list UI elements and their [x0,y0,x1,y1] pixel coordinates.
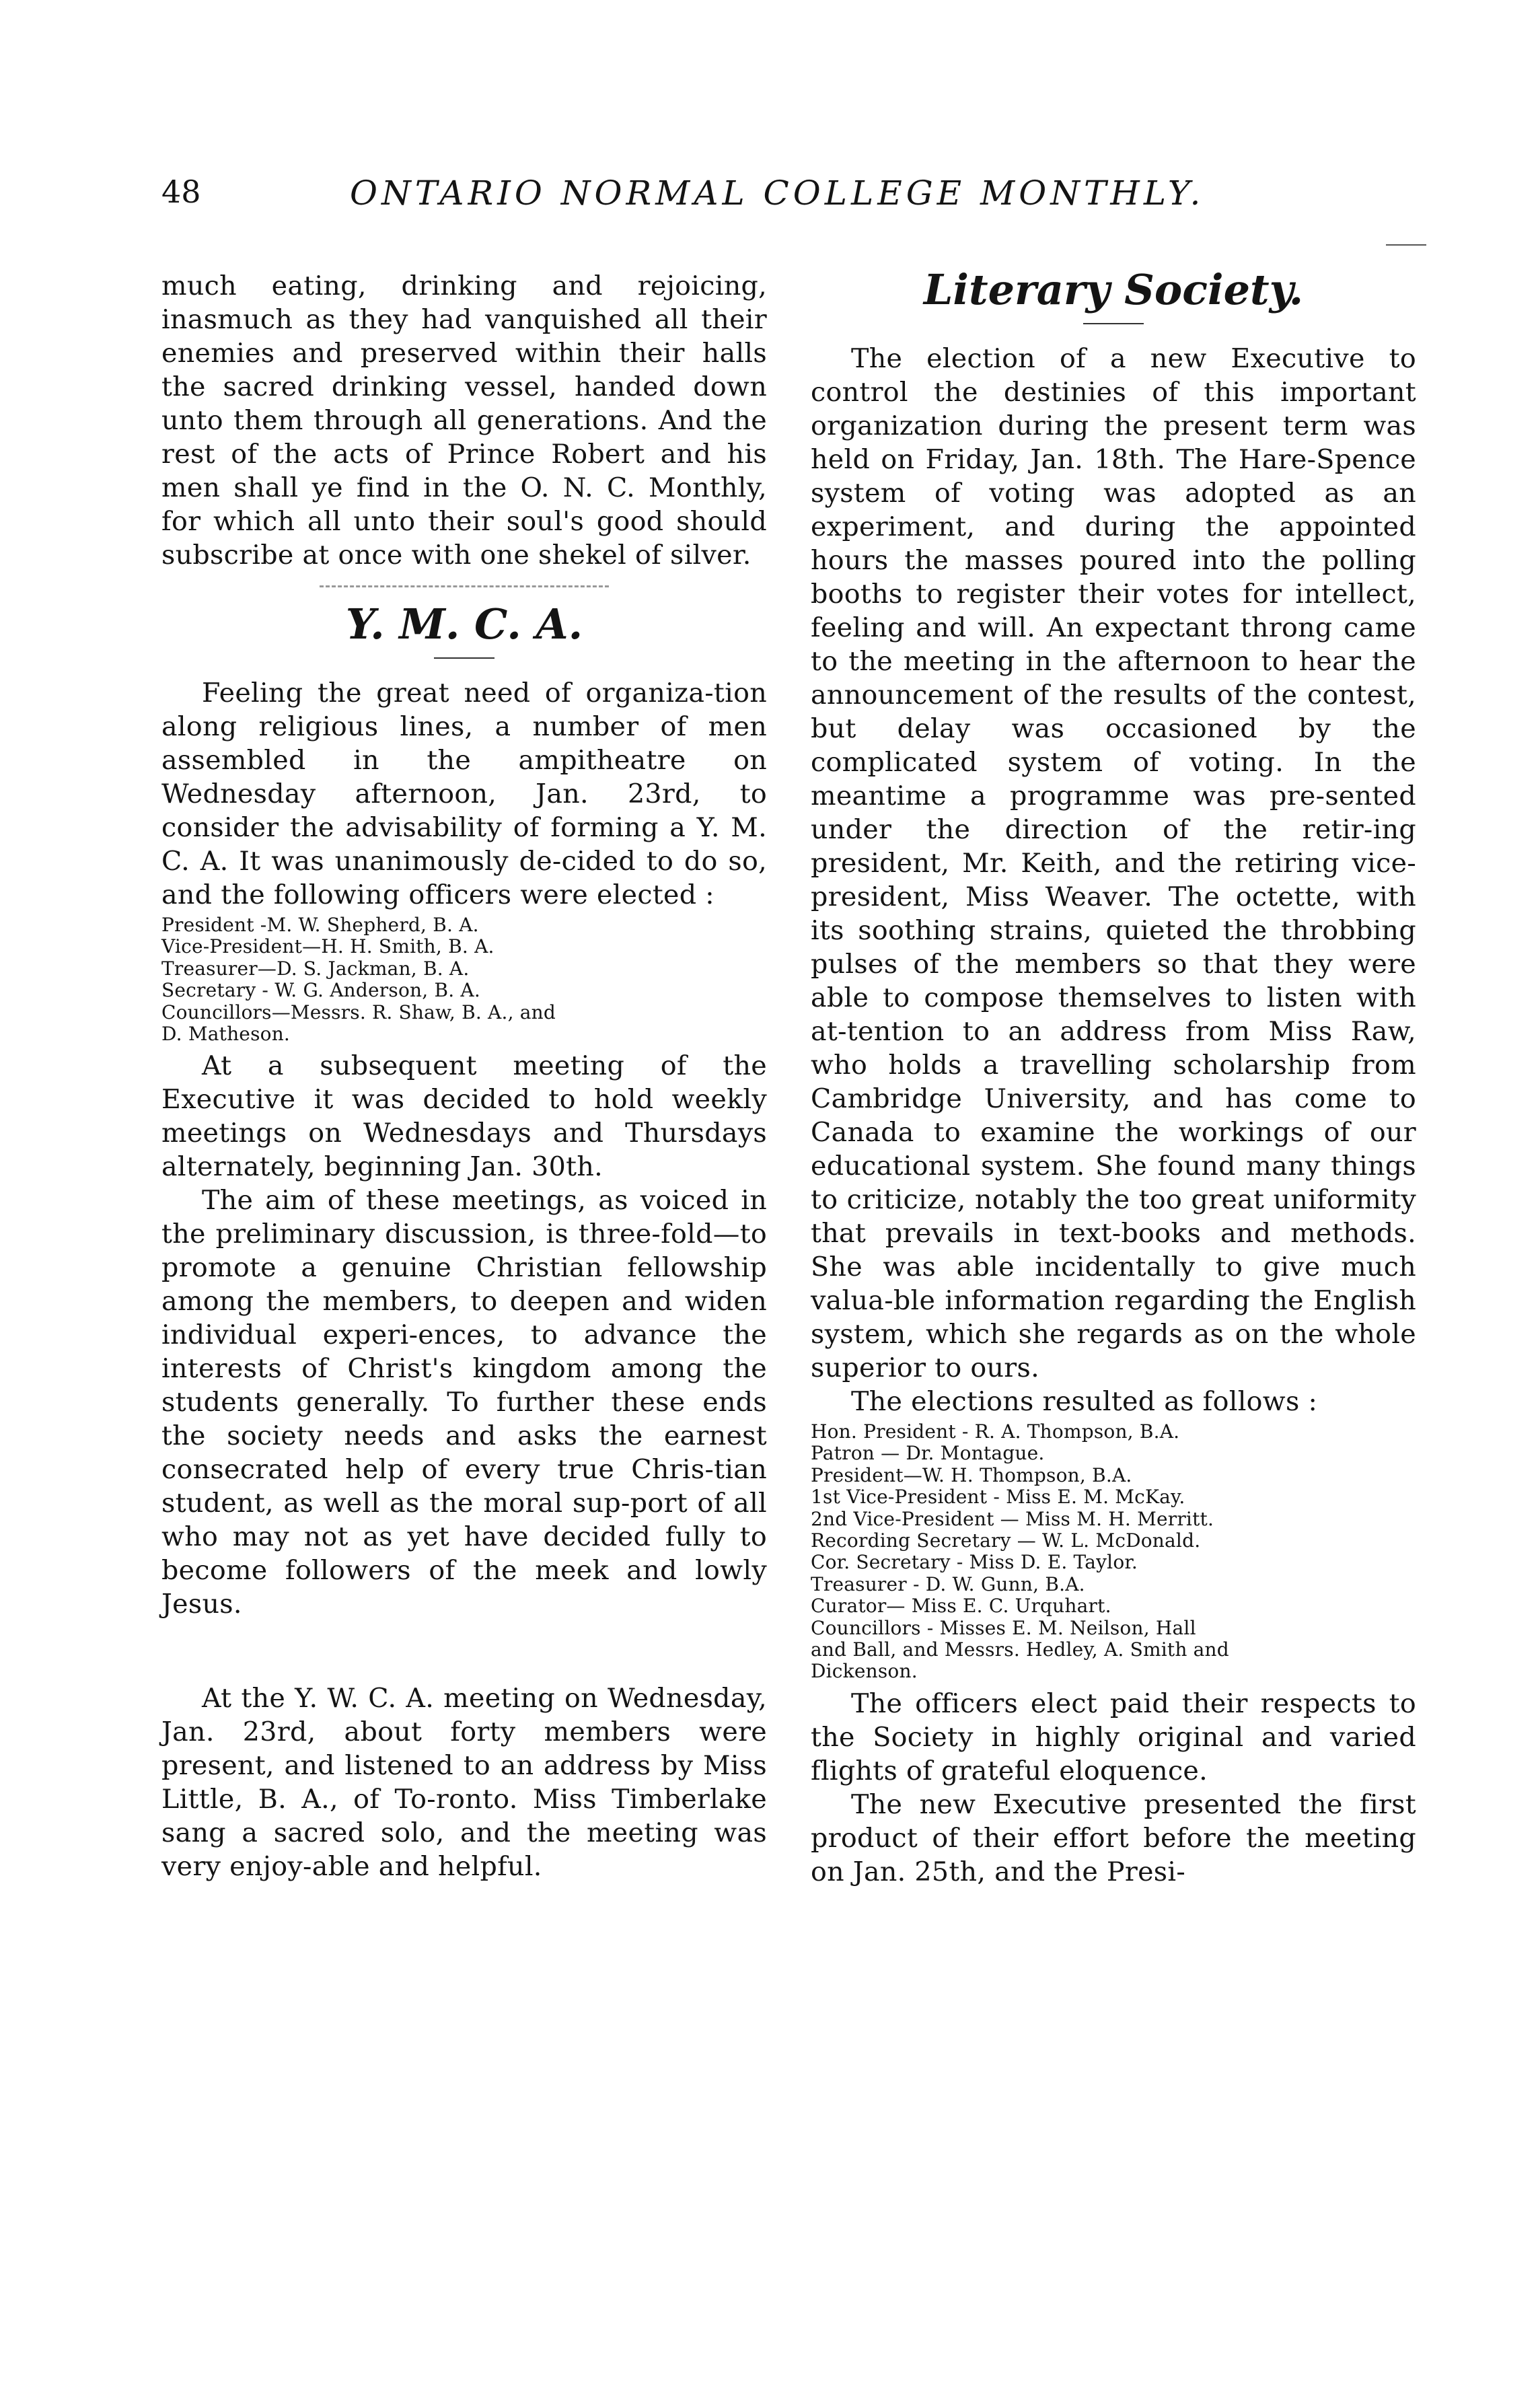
ywca-paragraph: At the Y. W. C. A. meeting on Wednesday, Jan. 23rd, about forty members were present, and listened to an address by Miss Little, B. A., of To-ronto. Miss Timberlake sang a sacred solo, and the meeting was very enjoy-able and helpful. [161,1683,768,1883]
officer-entry: and Ball, and Messrs. Hedley, A. Smith and [811,1638,1229,1661]
page-number: 48 [161,174,201,210]
officer-entry: Treasurer - D. W. Gunn, B.A. [811,1572,1085,1595]
officer-entry: 2nd Vice-President — Miss M. H. Merritt. [811,1507,1214,1530]
officer-entry: Cor. Secretary - Miss D. E. Taylor. [811,1551,1138,1574]
officer-entry: Patron — Dr. Montague. [811,1442,1045,1465]
left-column [161,269,767,1883]
ymca-meetings-paragraph: At a subsequent meeting of the Executive it was decided to hold weekly meetings on Wednesdays and Thursdays alternately, beginning Jan. 30th. [161,1050,768,1183]
section-separator [320,585,609,587]
officer-entry: Councillors - Misses E. M. Neilson, Hall [811,1616,1196,1639]
officer-entry: Hon. President - R. A. Thompson, B.A. [811,1420,1180,1443]
officer-entry: Secretary - W. G. Anderson, B. A. [161,979,480,1002]
officer-entry: Dickenson. [811,1660,918,1683]
literary-election-paragraph: The election of a new Executive to control the destinies of this important organization during the present term was held on Friday, Jan. 18th. The Hare-Spence system of voting was adopted as an experiment, and during the appointed hours the masses poured into the polling booths to register their votes for intellect, feeling and will. An expectant throng came to the meeting in the afternoon to hear the announcement of the results of the contest, but delay was occasioned by the complicated system of voting. In the meantime a programme was pre-sented under the direction of the retir-ing president, Mr. Keith, and the retiring vice-president, Miss Weaver. The octette, with its soothing strains, quieted the throbbing pulses of the members so that they were able to compose themselves to listen with at-tention to an address from Miss Raw, who holds a travelling scholarship from Cambridge University, and has come to Canada to examine the workings of our educational system. She found many things to criticize, notably the too great uniformity that prevails in text-books and methods. She was able incidentally to give much valua-ble information regarding the English system, which she regards as on the whole superior to ours. [811,343,1417,1383]
officer-entry: D. Matheson. [161,1023,291,1046]
heading-rule [1083,323,1144,324]
officers-respects-paragraph: The officers elect paid their respects to the Society in highly original and varied flights of grateful eloquence. [811,1688,1416,1786]
officer-entry: Vice-President—H. H. Smith, B. A. [161,935,494,958]
results-intro: The elections resulted as follows : [851,1386,1318,1417]
ymca-officers-list [161,914,767,1045]
ymca-paragraph: Feeling the great need of organiza-tion along religious lines, a number of men assembled in the ampitheatre on Wednesday afternoon, Jan. 23rd, to consider the advisability of forming a Y. M. C. A. It was unanimously de-cided to do so, and the following officers were elected : [161,678,768,910]
officer-entry: President -M. W. Shepherd, B. A. [161,914,479,936]
page-header [161,174,1426,234]
new-executive-paragraph: The new Executive presented the first product of their effort before the meeting on Jan. 25th, and the Presi- [811,1788,1417,1887]
officer-entry: Councillors—Messrs. R. Shaw, B. A., and [161,1001,556,1023]
continued-text: much eating, drinking and rejoicing, inasmuch as they had vanquished all their enemies and preserved within their halls the sacred drinking vessel, handed down unto them through all generations. And the rest of the acts of Prince Robert and his men shall ye find in the O. N. C. Monthly, for which all unto their soul's good should subscribe at once with one shekel of silver. [161,270,768,571]
literary-officers-list [811,1421,1416,1683]
officer-entry: Curator— Miss E. C. Urquhart. [811,1595,1111,1618]
officer-entry: 1st Vice-President - Miss E. M. McKay. [811,1486,1185,1509]
officer-entry: President—W. H. Thompson, B.A. [811,1463,1132,1486]
heading-rule [434,657,494,659]
running-title: ONTARIO NORMAL COLLEGE MONTHLY. [350,174,1205,213]
officer-entry: Treasurer—D. S. Jackman, B. A. [161,957,470,980]
header-rule [1386,244,1426,246]
ymca-heading: Y. M. C. A. [345,600,583,649]
right-column [811,265,1417,1889]
ymca-aim-paragraph: The aim of these meetings, as voiced in the preliminary discussion, is three-fold—to promote a genuine Christian fellowship among the members, to deepen and widen individual experi-ences, to advance the interests of Christ's kingdom among the students generally. To further these ends the society needs and asks the earnest consecrated help of every true Chris-tian student, as well as the moral sup-port of all who may not as yet have decided fully to become followers of the meek and lowly Jesus. [161,1185,767,1620]
officer-entry: Recording Secretary — W. L. McDonald. [811,1529,1201,1552]
literary-society-heading: Literary Society. [923,265,1304,314]
